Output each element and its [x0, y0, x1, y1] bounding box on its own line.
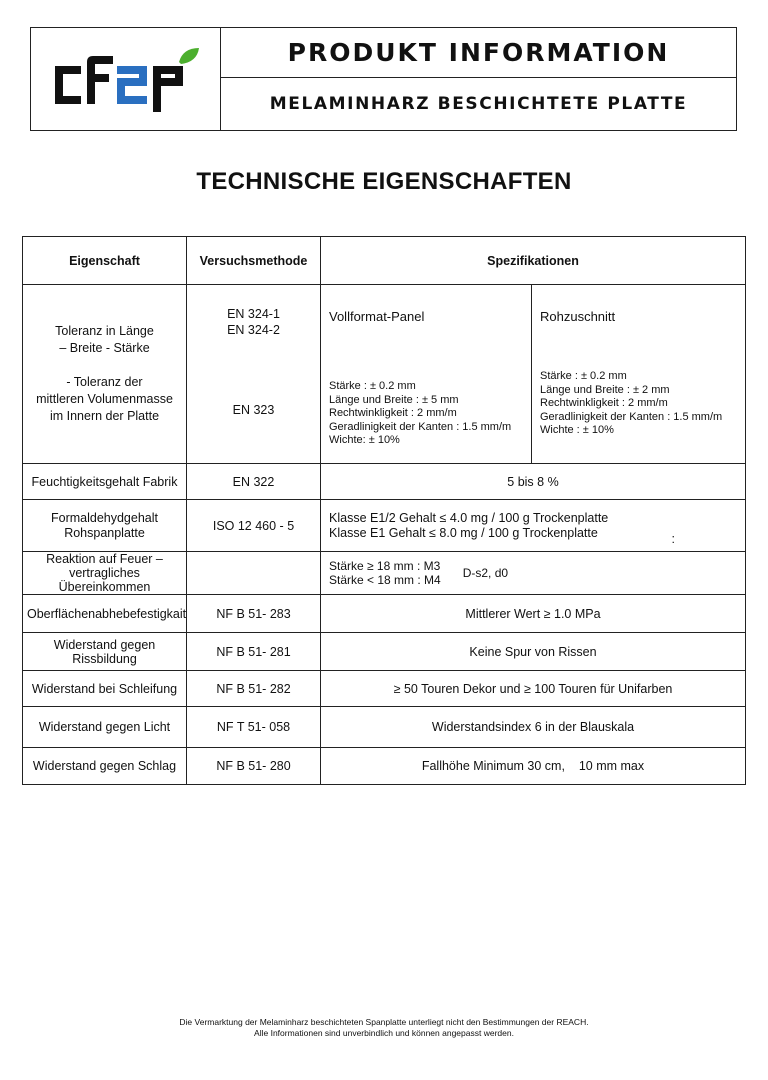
spec-table	[22, 236, 746, 785]
row-spec: ≥ 50 Touren Dekor und ≥ 100 Touren für Unifarben	[321, 671, 746, 707]
document-title: PRODUKT INFORMATION	[221, 28, 736, 78]
section-title: TECHNISCHE EIGENSCHAFTEN	[196, 168, 572, 195]
row-spec: Fallhöhe Minimum 30 cm, 10 mm max	[321, 748, 746, 785]
row-spec: Mittlerer Wert ≥ 1.0 MPa	[321, 595, 746, 633]
footer-note: Die Vermarktung der Melaminharz beschichteten Spanplatte unterliegt nicht den Bestimmungen der REACH. Alle Informationen sind unverbindlich und können angepasst werden.	[179, 1017, 589, 1038]
header-spezifikationen: Spezifikationen	[321, 237, 746, 285]
moisture-method: EN 322	[187, 464, 321, 500]
table-row	[23, 500, 746, 552]
fire-property: Reaktion auf Feuer – vertragliches Übereinkommen	[23, 552, 187, 595]
spec-rohzuschnitt: Rohzuschnitt Stärke : ± 0.2 mm Länge und Breite : ± 2 mm Rechtwinkligkeit : 2 mm/m Geradlinigkeit der Kanten : 1.5 mm/m Wichte : ± 10%	[531, 285, 745, 463]
moisture-spec: 5 bis 8 %	[321, 464, 746, 500]
row-method: NF B 51- 283	[187, 595, 321, 633]
row-property: Widerstand gegen Licht	[23, 707, 187, 748]
row-property: Widerstand bei Schleifung	[23, 671, 187, 707]
row-method: NF B 51- 281	[187, 633, 321, 671]
spec-vollformat: Vollformat-Panel Stärke : ± 0.2 mm Länge und Breite : ± 5 mm Rechtwinkligkeit : 2 mm/m Geradlinigkeit der Kanten : 1.5 mm/m Wichte: ± 10%	[329, 309, 512, 446]
table-header-row	[23, 237, 746, 285]
table-row	[23, 464, 746, 500]
tolerance-property: Toleranz in Länge – Breite - Stärke - Toleranz der mittleren Volumenmasse im Innern der Platte	[23, 285, 187, 464]
table-row	[23, 285, 746, 464]
row-spec: Keine Spur von Rissen	[321, 633, 746, 671]
row-spec: Widerstandsindex 6 in der Blauskala	[321, 707, 746, 748]
table-row	[23, 671, 746, 707]
document-subtitle: MELAMINHARZ BESCHICHTETE PLATTE	[269, 94, 688, 114]
table-row	[23, 707, 746, 748]
cf2p-logo-icon	[51, 44, 201, 114]
header-eigenschaft: Eigenschaft	[23, 237, 187, 285]
formaldehyde-property: Formaldehydgehalt Rohspanplatte	[23, 500, 187, 552]
row-method: NF B 51- 280	[187, 748, 321, 785]
formaldehyde-method: ISO 12 460 - 5	[187, 500, 321, 552]
moisture-property: Feuchtigkeitsgehalt Fabrik	[23, 464, 187, 500]
tolerance-methods: EN 324-1 EN 324-2 EN 323	[227, 307, 280, 417]
header-box	[30, 27, 737, 131]
table-row	[23, 748, 746, 785]
row-property: Widerstand gegen Schlag	[23, 748, 187, 785]
table-row	[23, 633, 746, 671]
formaldehyde-spec: Klasse E1/2 Gehalt ≤ 4.0 mg / 100 g Trockenplatte Klasse E1 Gehalt ≤ 8.0 mg / 100 g Trockenplatte :	[321, 500, 746, 552]
table-row	[23, 552, 746, 595]
logo	[31, 28, 221, 130]
fire-method	[187, 552, 321, 595]
row-method: NF T 51- 058	[187, 707, 321, 748]
table-row	[23, 595, 746, 633]
row-property: Widerstand gegen Rissbildung	[23, 633, 187, 671]
row-method: NF B 51- 282	[187, 671, 321, 707]
header-versuchsmethode: Versuchsmethode	[187, 237, 321, 285]
fire-spec: Stärke ≥ 18 mm : M3 Stärke < 18 mm : M4 D-s2, d0	[321, 552, 746, 595]
row-property: Oberflächenabhebefestigkait	[23, 595, 187, 633]
